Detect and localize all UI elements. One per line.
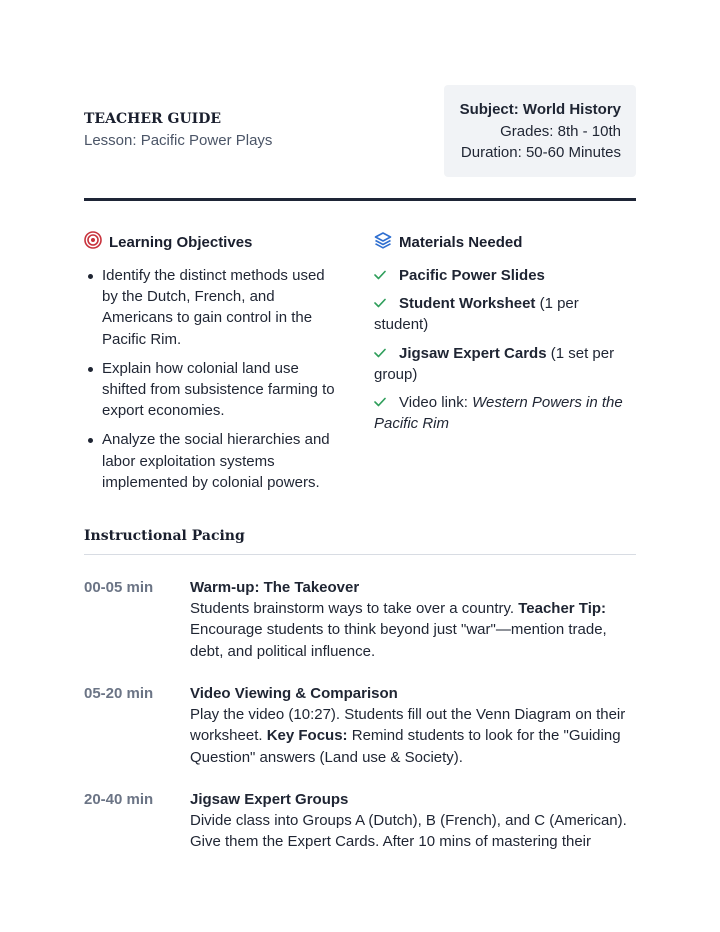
pacing-activity-title: Warm-up: The Takeover (190, 579, 360, 596)
guide-header (84, 85, 636, 177)
list-item (374, 265, 636, 286)
target-icon (84, 231, 109, 253)
pacing-tip-label: Key Focus: (266, 727, 348, 745)
pacing-time: 00-05 min (84, 579, 154, 596)
pacing-text: Remind students to look for the "Guiding Question" answers (Land use & Society). (190, 727, 621, 766)
pacing-body (190, 683, 636, 768)
lesson-name: Lesson: Pacific Power Plays (84, 132, 273, 149)
video-link[interactable]: Western Powers in the Pacific Rim (374, 394, 623, 433)
list-item (374, 343, 636, 385)
pacing-body (190, 789, 636, 853)
materials-title: Materials Needed (399, 233, 523, 251)
materials-list (374, 265, 636, 441)
pacing-text: Students brainstorm ways to take over a country. (190, 600, 519, 618)
materials-heading (374, 231, 522, 253)
pacing-divider (84, 554, 636, 555)
layers-icon (374, 231, 399, 253)
material-name: Jigsaw Expert Cards (399, 344, 547, 362)
material-note: (1 set per group) (374, 344, 615, 383)
lesson-meta-box (444, 85, 636, 177)
grades-label: Grades: 8th - 10th (500, 122, 621, 140)
material-name: Student Worksheet (399, 295, 536, 313)
check-icon (374, 343, 399, 364)
objectives-list (84, 265, 344, 501)
pacing-title: Instructional Pacing (84, 528, 245, 544)
pacing-text: Encourage students to think beyond just "war"—mention trade, debt, and political influence. (190, 621, 607, 660)
material-note: (1 per student) (374, 295, 579, 334)
pacing-text: Divide class into Groups A (Dutch), B (French), and C (American). Give them the Expert Cards. After 10 mins of mastering their (190, 812, 627, 851)
pacing-time: 20-40 min (84, 791, 154, 808)
list-item: Analyze the social hierarchies and labor exploitation systems implemented by colonial powers. (84, 429, 344, 493)
duration-label: Duration: 50-60 Minutes (460, 144, 621, 161)
pacing-activity-title: Jigsaw Expert Groups (190, 791, 349, 808)
list-item: Explain how colonial land use shifted from subsistence farming to export economies. (84, 358, 344, 422)
header-divider (84, 198, 636, 201)
pacing-text: Play the video (10:27). Students fill out the Venn Diagram on their worksheet. (190, 706, 626, 745)
list-item (374, 392, 636, 434)
material-label: Video link: (399, 394, 473, 412)
subject-label: Subject: World History (459, 101, 621, 118)
pacing-activity-title: Video Viewing & Comparison (190, 685, 398, 702)
pacing-time: 05-20 min (84, 685, 154, 702)
objectives-heading (84, 231, 252, 253)
objectives-title: Learning Objectives (109, 233, 253, 251)
list-item (374, 293, 636, 335)
pacing-body (190, 577, 636, 662)
check-icon (374, 293, 399, 314)
check-icon (374, 392, 399, 413)
check-icon (374, 265, 399, 286)
pacing-tip-label: Teacher Tip: (518, 600, 607, 618)
guide-title: TEACHER GUIDE (84, 111, 222, 127)
list-item: Identify the distinct methods used by the Dutch, French, and Americans to gain control in the Pacific Rim. (84, 265, 344, 350)
material-name: Pacific Power Slides (399, 267, 545, 284)
